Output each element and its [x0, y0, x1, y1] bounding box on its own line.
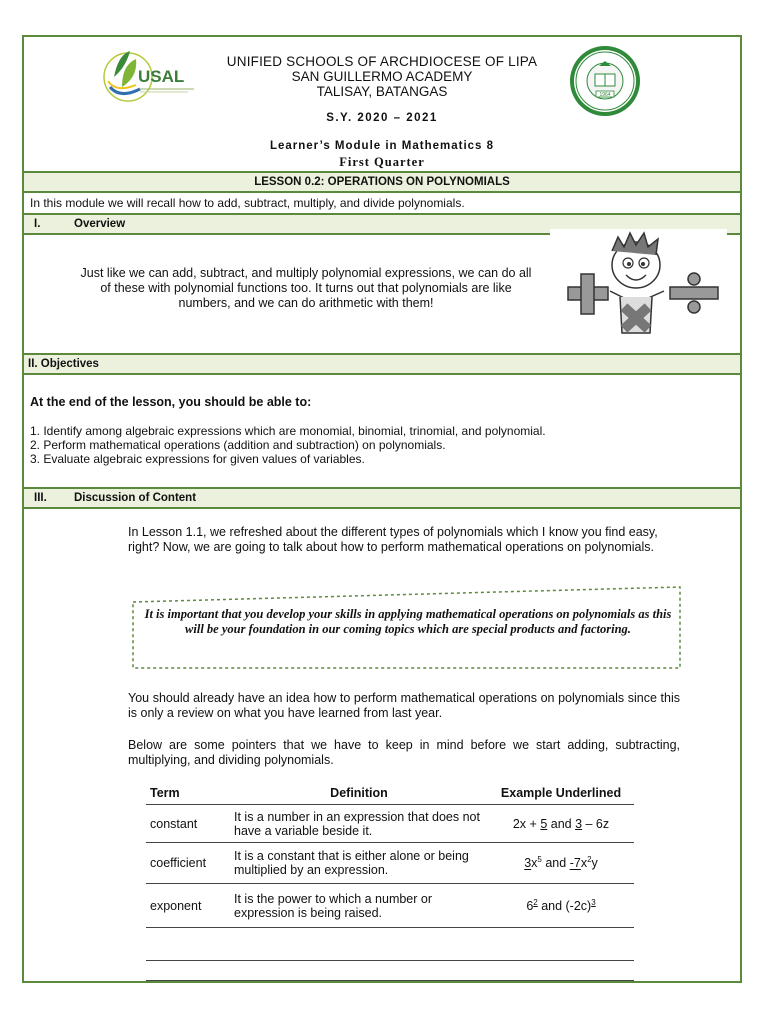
page-header	[24, 37, 740, 171]
module-title: Learner’s Module in Mathematics 8	[269, 140, 495, 152]
table-header-row	[146, 782, 634, 805]
example-cell: $6^2$ and $(-2c)^3$	[488, 884, 634, 928]
math-boy-cartoon-icon	[550, 229, 727, 344]
example-cell: $3x^5$ and $-7x^2y$	[488, 843, 634, 884]
definition-cell: It is a constant that is either alone or being multiplied by an expression.	[230, 843, 488, 884]
example-cell: 2x + 5 and 3 – 6z	[488, 805, 634, 843]
term-cell: coefficient	[146, 843, 230, 884]
terms-table	[146, 782, 634, 981]
objective-item: 3. Evaluate algebraic expressions for given values of variables.	[30, 452, 365, 466]
overview-text: Just like we can add, subtract, and multiply polynomial expressions, we can do all of these with polynomial functions too. It turns out that polynomials are like numbers, and we can do arithmetic with them!	[80, 266, 532, 310]
objective-item: 2. Perform mathematical operations (addition and subtraction) on polynomials.	[30, 438, 446, 452]
discussion-paragraph-2: You should already have an idea how to perform mathematical operations on polynomials since this is only a review on what you have learned from last year.	[128, 691, 680, 720]
column-header-term: Term	[146, 782, 230, 805]
svg-text:1964: 1964	[599, 92, 611, 98]
overview-heading: Overview	[74, 218, 126, 230]
lesson-intro: In this module we will recall how to add, subtract, multiply, and divide polynomials.	[30, 196, 465, 210]
discussion-paragraph-3: Below are some pointers that we have to keep in mind before we start adding, subtracting, multiplying, and dividing polynomials.	[128, 738, 680, 767]
objectives-band	[24, 353, 740, 375]
discussion-heading: Discussion of Content	[74, 492, 197, 504]
objectives-lead: At the end of the lesson, you should be able to:	[30, 395, 312, 409]
objective-item: 1. Identify among algebraic expressions which are monomial, binomial, trinomial, and polynomial.	[30, 424, 546, 438]
callout-text: It is important that you develop your skills in applying mathematical operations on polynomials as this will be your foundation in our coming topics which are special products and factoring.	[144, 607, 672, 636]
overview-number: I.	[34, 218, 41, 230]
discussion-paragraph-1: In Lesson 1.1, we refreshed about the different types of polynomials which I know you find easy, right? Now, we are going to talk about how to perform mathematical operations on polynomials.	[128, 525, 658, 554]
objectives-list	[30, 424, 546, 466]
objectives-heading: II. Objectives	[28, 358, 99, 370]
table-row-empty	[146, 961, 634, 981]
table-row-empty	[146, 928, 634, 961]
column-header-example: Example Underlined	[488, 782, 634, 805]
table-row	[146, 843, 634, 884]
svg-text:USAL: USAL	[138, 67, 185, 86]
definition-cell: It is the power to which a number or expression is being raised.	[230, 884, 488, 928]
discussion-band	[24, 487, 740, 509]
school-year: S.Y. 2020 – 2021	[326, 112, 438, 124]
header-line-1: UNIFIED SCHOOLS OF ARCHDIOCESE OF LIPA	[226, 54, 538, 69]
column-header-definition: Definition	[230, 782, 488, 805]
term-cell: exponent	[146, 884, 230, 928]
term-cell: constant	[146, 805, 230, 843]
table-row	[146, 884, 634, 928]
san-guillermo-seal-icon	[565, 44, 645, 118]
lesson-title: LESSON 0.2: OPERATIONS ON POLYNOMIALS	[254, 176, 510, 188]
module-page	[22, 35, 742, 983]
lesson-title-band	[24, 171, 740, 193]
table-row	[146, 805, 634, 843]
definition-cell: It is a number in an expression that does not have a variable beside it.	[230, 805, 488, 843]
header-line-2: SAN GUILLERMO ACADEMY	[291, 69, 473, 84]
quarter-label: First Quarter	[339, 155, 425, 169]
discussion-number: III.	[34, 492, 47, 504]
header-line-3: TALISAY, BATANGAS	[316, 84, 448, 99]
